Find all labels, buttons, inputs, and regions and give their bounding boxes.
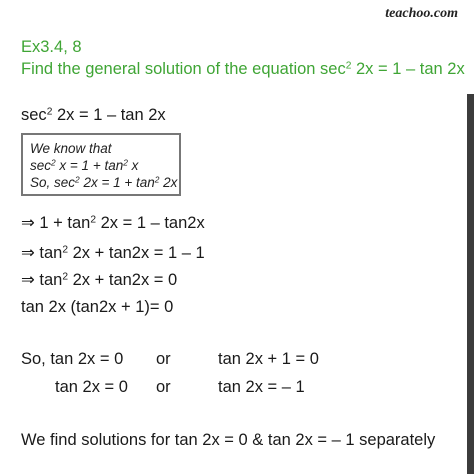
step-3-post: 2x + tan2x = 0 <box>68 271 178 289</box>
note-line-2-sup2: 2 <box>123 157 128 168</box>
step-1-post: 2x = 1 – tan2x <box>96 214 205 232</box>
step-3-sup: 2 <box>62 271 69 283</box>
case-row-1-left: So, tan 2x = 0 <box>21 350 124 368</box>
title-suffix: 2x = 1 – tan 2x <box>351 60 465 78</box>
case-row-2-or: or <box>156 378 171 396</box>
step-2-post: 2x + tan2x = 1 – 1 <box>68 244 205 262</box>
case-row-1-right: tan 2x + 1 = 0 <box>218 350 319 368</box>
note-line-1: We know that <box>30 141 112 156</box>
note-line-3-pre: So, sec <box>30 175 76 190</box>
note-line-3 <box>30 174 179 191</box>
note-line-3-mid: 2x = 1 + tan <box>79 175 155 190</box>
step-1 <box>21 213 205 233</box>
given-equation-post: 2x = 1 – tan 2x <box>52 106 166 124</box>
note-line-3-post: 2x <box>159 175 178 190</box>
question-title <box>21 58 465 80</box>
step-1-pre: ⇒ 1 + tan <box>21 214 91 232</box>
given-equation-sup: 2 <box>46 106 53 118</box>
given-equation <box>21 106 166 125</box>
case-row-2-right: tan 2x = – 1 <box>218 378 305 396</box>
note-line-2-mid: x = 1 + tan <box>55 158 124 173</box>
note-line-2-sup1: 2 <box>51 157 56 168</box>
note-line-2-pre: sec <box>30 158 52 173</box>
question-header <box>21 36 465 80</box>
identity-note-box <box>21 133 181 196</box>
conclusion-text: We find solutions for tan 2x = 0 & tan 2x = – 1 separately <box>21 431 436 449</box>
exercise-number: Ex3.4, 8 <box>21 38 82 56</box>
note-line-2 <box>30 157 179 174</box>
case-row-1-or: or <box>156 350 171 368</box>
note-line-2-post: x <box>127 158 139 173</box>
step-3-pre: ⇒ tan <box>21 271 63 289</box>
step-1-sup: 2 <box>90 214 97 226</box>
step-2-pre: ⇒ tan <box>21 244 63 262</box>
step-3 <box>21 270 177 290</box>
scrollbar-thumb[interactable] <box>467 94 474 474</box>
teachoo-logo: teachoo.com <box>385 6 458 21</box>
step-2-sup: 2 <box>62 244 69 256</box>
given-equation-pre: sec <box>21 106 47 124</box>
note-line-3-sup2: 2 <box>154 174 160 185</box>
title-prefix: Find the general solution of the equation sec <box>21 60 346 78</box>
step-4: tan 2x (tan2x + 1)= 0 <box>21 298 174 316</box>
note-line-3-sup1: 2 <box>75 174 80 185</box>
step-2 <box>21 243 205 263</box>
case-row-2-left: tan 2x = 0 <box>55 378 128 396</box>
title-superscript: 2 <box>345 60 352 72</box>
